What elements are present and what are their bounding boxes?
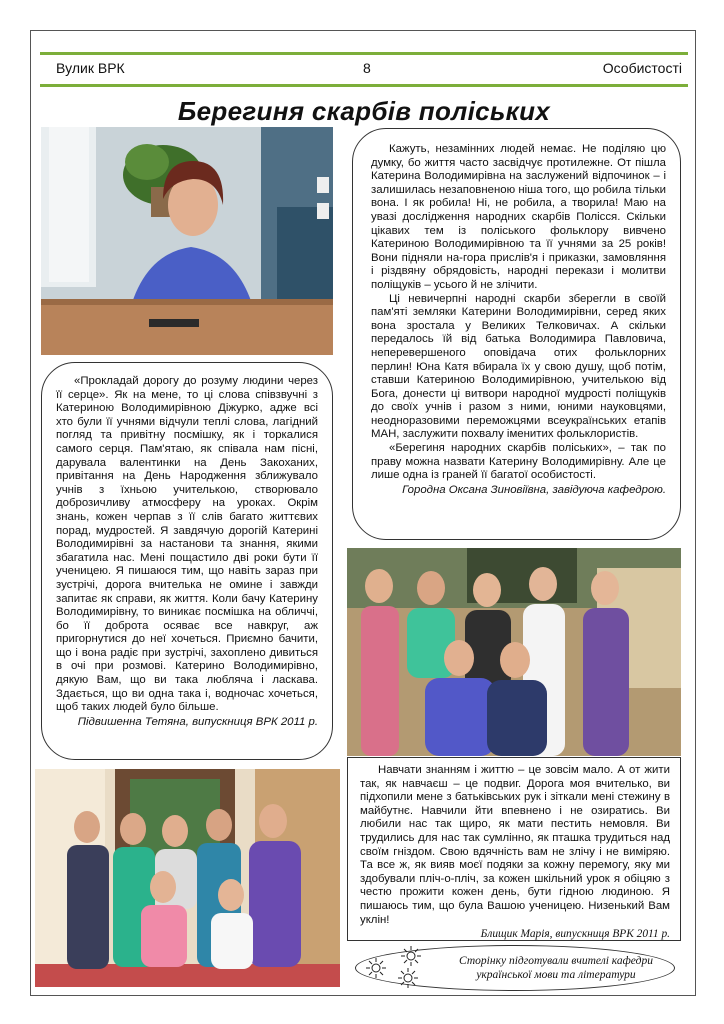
bottom-right-story-text <box>360 764 670 927</box>
header-rule-top <box>40 52 688 55</box>
publication-name: Вулик ВРК <box>56 60 125 76</box>
right-story-paragraph-2: Ці невичерпні народні скарби зберегли в своїй пам'яті земляки Катерини Володимирівни, серед яких вона зростала у Великих Телковичах. А скільки передалось їй від батька Володимира Павловича, неперевершеного оповідача отих фольклорних перлин! Юна Катя вбирала їх у свою душу, щоб потім, ставши Катериною Володимирівною, учителькою від Бога, донести ці витвори народної мудрості поліщуків до своїх учнів і разом з ними, юними науковцями, неодноразовими переможцями всеукраїнських етапів МАН, заслужити похвалу іменитих фольклористів. <box>371 292 666 441</box>
page-number: 8 <box>363 60 371 76</box>
sun-ornament-icon <box>401 946 421 966</box>
left-story-paragraph: «Прокладай дорогу до розуму людини через її серце». Як на мене, то ці слова співзвучні з Катериною Володимирівною Діжурко, адже всі хто були її учнями відчули теплі слова, лагідний погляд та привітну посмішку, як і торкалися самого серця. Пам'ятаю, як співала нам пісні, дарувала валентинки на День Закоханих, привітання на День Народження зближувало учнів з їхньою учителькою, створювало доброзичливу атмосферу на уроках. Окрім знань, кожен черпав з її слів багато життєвих порад, мудростей. Я завдячую дорогій Катерині Володимирівні за настанови та знання, якими збагатила нас. Мені пощастило дві роки бути її ученицею. Я пишаюся тим, що навіть зараз при зустрічі, дорога вчителька не омине і завжди запитає як справи, як життя. Коли бачу Катерину Володимирівну, то виникає посмішка на обличчі, бо її доброта осяває все навкруг, аж пригорнутися до неї хочеться. Приємно бачити, що і вона радіє при зустрічі, захоплено дивиться в очі при розмові. Катерино Володимирівно, дякую Вам, що ви така любляча і ласкава. Здається, що ви одна така і, водночас хочеться, щоб таких людей було більше. <box>56 375 318 714</box>
footer-credits-line-2: української мови та літератури <box>476 969 636 981</box>
footer-credits-line-1: Сторінку підготували вчителі кафедри <box>459 955 653 967</box>
article-headline: Берегиня скарбів поліських <box>177 96 551 126</box>
photo-group-right <box>347 548 681 756</box>
photo-teacher-at-desk <box>41 127 333 355</box>
sun-ornament-icon <box>366 958 386 978</box>
bottom-right-story-box <box>347 757 681 941</box>
right-story-text <box>371 143 666 483</box>
bottom-right-story-paragraph: Навчати знанням і життю – це зовсім мало. А от жити так, як навчаєш – це подвиг. Дорога моя вчителько, ви підхопили мене з батьківських рук і зіткали мені стежину в майбутнє. Навчили йти впевнено і не озиратись. Ви любили нас так щиро, як мати пестить немовля. Ви трудились для нас так сумлінно, як пташка трудиться над своїм гніздом. Свою вдячність вам не злічу і не виміряю. Та все ж, як вияв моєї подяки за кожну перемогу, яку ми здобували пліч-о-пліч, за кожен шкільний урок я обіцяю з честю прожити кожен день, бути гідною людиною. Я пишаюсь тим, що була Вашою ученицею. Низенький Вам уклін! <box>360 764 670 926</box>
header-rule-bottom <box>40 84 688 87</box>
sun-ornaments <box>364 944 434 992</box>
right-story-bubble <box>352 128 681 540</box>
sun-ornament-icon <box>398 968 418 988</box>
left-story-signature: Підвишенна Тетяна, випускниця ВРК 2011 р. <box>77 715 318 728</box>
right-story-paragraph-1: Кажуть, незамінних людей немає. Не поділяю цю думку, бо життя часто засвідчує протилежне. От пішла Катерина Володимирівна на заслужений відпочинок – і залишилась незаповненою ніша того, що робила тільки вона. І як робила! Ні, не робила, а творила! Маю на увазі дослідження народних скарбів Полісся. Скільки цікавих тем із поліського фольклору вивчено Катериною Володимирівною та її учнями за 25 років! Вони підняли на-гора прислів'я і приказки, замовляння і різдвяну обрядовість, народні перекази і молитви поліщуків – усього й не злічити. <box>371 143 666 291</box>
left-story-text <box>56 375 318 715</box>
photo-group-left <box>35 769 340 987</box>
right-story-signature: Городна Оксана Зиновіївна, завідуюча кафедрою. <box>402 483 666 496</box>
footer-credits-text <box>446 954 666 982</box>
section-name: Особистості <box>602 60 682 76</box>
right-story-paragraph-3: «Берегиня народних скарбів поліських», – так по праву можна назвати Катерину Володимирівну. Але це лише одна із граней її багатої особистості. <box>371 442 666 482</box>
bottom-right-story-signature: Блищик Марія, випускниця ВРК 2011 р. <box>480 928 670 941</box>
left-story-bubble <box>41 362 333 760</box>
